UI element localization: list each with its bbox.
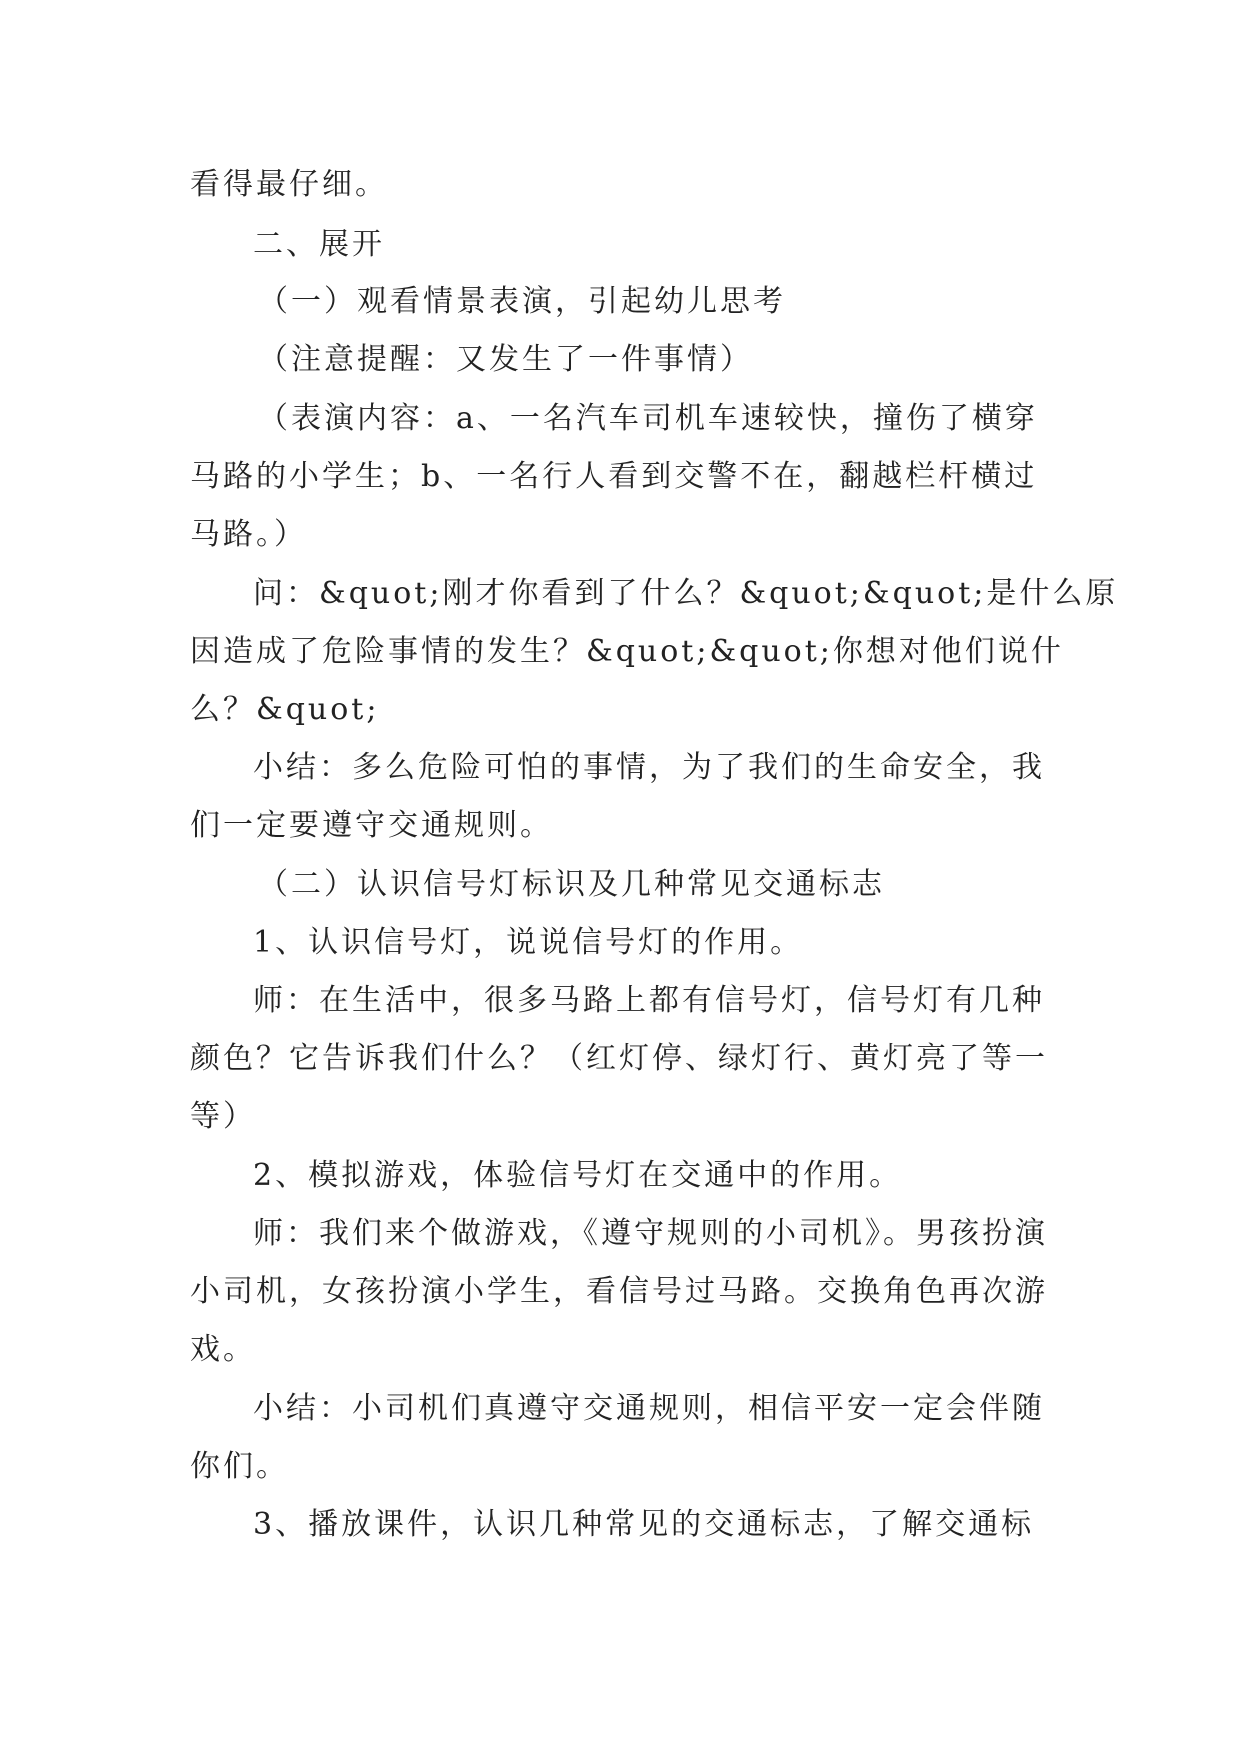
text-line: 师：我们来个做游戏，《遵守规则的小司机》。男孩扮演 xyxy=(253,1216,1048,1251)
text-line: 你们。 xyxy=(190,1449,289,1484)
text-line: 戏。 xyxy=(190,1332,256,1367)
text-line: 2、模拟游戏，体验信号灯在交通中的作用。 xyxy=(253,1158,903,1193)
text-line: 颜色？它告诉我们什么？（红灯停、绿灯行、黄灯亮了等一 xyxy=(190,1041,1048,1076)
subsection-heading: （一）观看情景表演，引起幼儿思考 xyxy=(258,284,786,319)
text-line: 么？&quot; xyxy=(190,692,380,727)
subsection-heading: （二）认识信号灯标识及几种常见交通标志 xyxy=(258,867,885,902)
text-line: 1、认识信号灯，说说信号灯的作用。 xyxy=(253,925,804,960)
text-line: 问：&quot;刚才你看到了什么？&quot;&quot;是什么原 xyxy=(253,576,1119,611)
text-line: 看得最仔细。 xyxy=(190,167,388,202)
text-line: 等） xyxy=(190,1099,256,1134)
text-line: （表演内容：a、一名汽车司机车速较快，撞伤了横穿 xyxy=(258,401,1038,436)
section-heading: 二、展开 xyxy=(253,227,385,262)
text-line: 小司机，女孩扮演小学生，看信号过马路。交换角色再次游 xyxy=(190,1274,1048,1309)
text-line: 小结：多么危险可怕的事情，为了我们的生命安全，我 xyxy=(253,750,1045,785)
text-line: 3、播放课件，认识几种常见的交通标志，了解交通标 xyxy=(253,1507,1035,1542)
text-line: 们一定要遵守交通规则。 xyxy=(190,808,553,843)
text-line: 马路的小学生；b、一名行人看到交警不在，翻越栏杆横过 xyxy=(190,459,1038,494)
text-line: 因造成了危险事情的发生？&quot;&quot;你想对他们说什 xyxy=(190,634,1064,669)
text-line: 小结：小司机们真遵守交通规则，相信平安一定会伴随 xyxy=(253,1391,1045,1426)
text-line: 师：在生活中，很多马路上都有信号灯，信号灯有几种 xyxy=(253,983,1045,1018)
text-line: 马路。） xyxy=(190,517,307,552)
text-line: （注意提醒：又发生了一件事情） xyxy=(258,342,753,377)
